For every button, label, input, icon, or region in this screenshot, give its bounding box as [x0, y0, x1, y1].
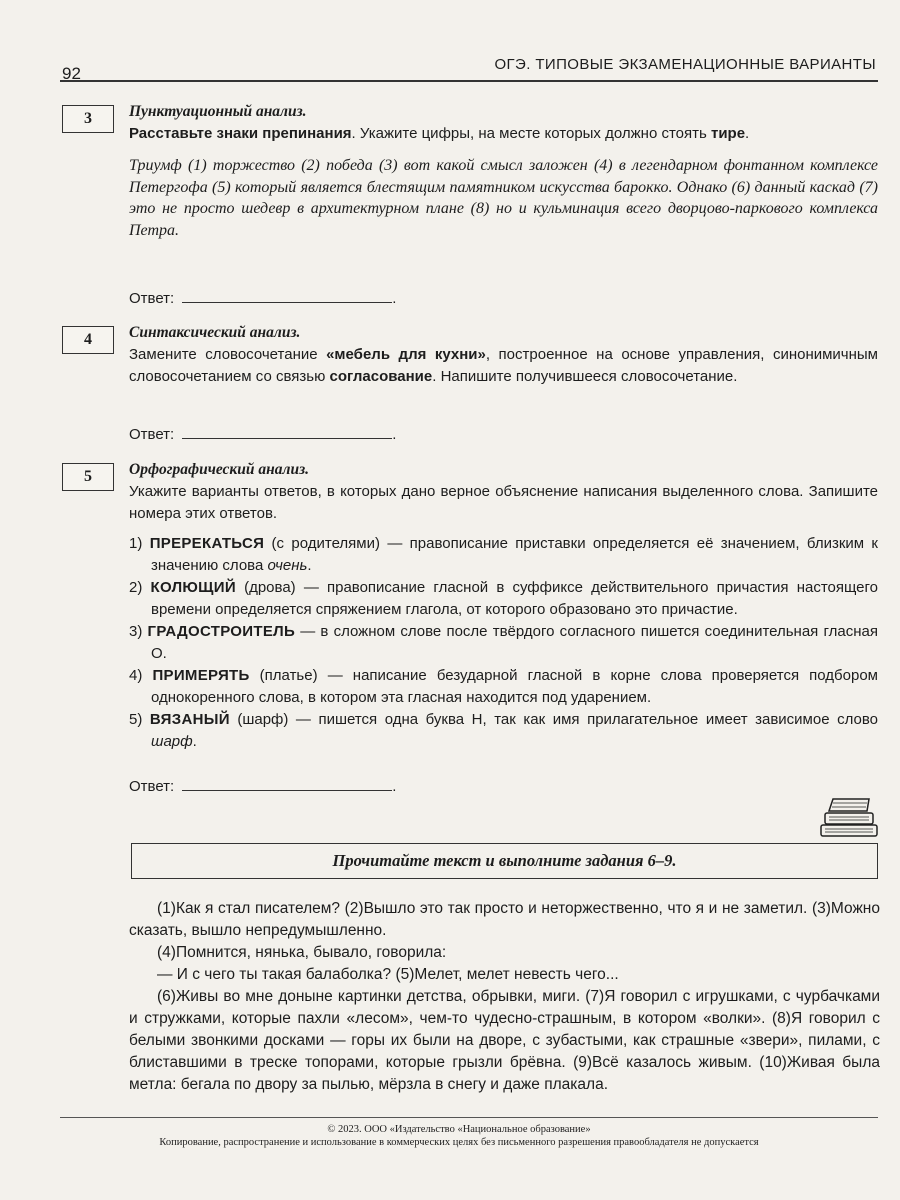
story-paragraph: — И с чего ты такая балаболка? (5)Мелет, мелет невесть чего... — [157, 966, 619, 983]
task-5-options — [129, 533, 878, 753]
task-number-4: 4 — [62, 326, 114, 354]
instr-phrase: «мебель для кухни» — [326, 346, 486, 363]
instr-bold-2: тире — [710, 125, 746, 142]
option-end: . — [307, 557, 312, 574]
option-text: (шарф) — пишется одна буква Н, так как имя прилагательное имеет зависимое слово — [229, 711, 879, 728]
story-paragraph: (1)Как я стал писателем? (2)Вышло это так просто и неторжественно, что я и не заметил. (3)Можно сказать, вышло непредумышленно. — [129, 900, 880, 939]
story-paragraph: (6)Живы во мне доныне картинки детства, обрывки, миги. (7)Я говорил с игрушками, с чурбачками и стружками, которые пахли «лесом», чем-то чудесно-страшным, в котором «волки». (8)Я говорил с белыми звонкими досками — горы их были на дворе, с зубастыми, как страшные «звери», пилами, с блиставшими в треске топорами, которые грызли брёвна. (9)Всё казалось живым. (10)Живая была метла: бегала по двору за пылью, мёрзла в снегу и даже плакала. — [129, 988, 880, 1093]
task-4 — [129, 322, 878, 388]
instr-bold: согласование — [329, 368, 433, 385]
instr-end: . — [745, 125, 750, 142]
answer-label: Ответ: — [129, 290, 175, 307]
option-end: . — [192, 733, 197, 750]
footer-divider — [60, 1117, 878, 1118]
task-4-title: Синтаксический анализ. — [129, 324, 301, 341]
option-item — [129, 533, 878, 577]
instr-text-3: . Напишите получившееся словосочетание. — [432, 368, 738, 385]
footer — [40, 1123, 878, 1149]
instr-text-2: , построенное на основе управления, синонимичным словосочетанием со связью — [129, 346, 878, 385]
option-word: ВЯЗАНЫЙ — [149, 711, 230, 728]
option-word: КОЛЮЩИЙ — [150, 579, 236, 596]
option-text: — в сложном слове после твёрдого согласного пишется соединительная гласная О. — [151, 623, 878, 662]
option-text: (дрова) — правописание гласной в суффиксе действительного причастия настоящего времени определяется спряжением глагола, от которого образовано это причастие. — [151, 579, 878, 618]
task-5-answer: Ответ: . — [129, 778, 397, 795]
task-5 — [129, 459, 878, 753]
option-word: ПРЕРЕКАТЬСЯ — [149, 535, 265, 552]
copyright-line: © 2023. ООО «Издательство «Национальное образование» — [327, 1124, 591, 1135]
option-italic: очень — [267, 557, 308, 574]
option-word: ГРАДОСТРОИТЕЛЬ — [147, 623, 296, 640]
option-number: 4) — [129, 667, 143, 684]
task-3-instruction — [129, 123, 878, 145]
copyright-notice: Копирование, распространение и использование в коммерческих целях без письменного разрешения правообладателя не допускается — [159, 1137, 759, 1148]
option-item — [129, 709, 878, 753]
option-italic: шарф — [151, 733, 193, 750]
instr-text: . Укажите цифры, на месте которых должно стоять — [351, 125, 711, 142]
task-5-title: Орфографический анализ. — [129, 461, 309, 478]
option-word: ПРИМЕРЯТЬ — [152, 667, 250, 684]
option-number: 2) — [129, 579, 143, 596]
instr-bold: Расставьте знаки препинания — [129, 125, 352, 142]
task-number-5: 5 — [62, 463, 114, 491]
answer-field[interactable] — [182, 288, 392, 303]
story-paragraph: (4)Помнится, нянька, бывало, говорила: — [157, 944, 447, 961]
task-3-answer: Ответ: . — [129, 290, 397, 307]
task-4-answer: Ответ: . — [129, 426, 397, 443]
task-4-instruction — [129, 344, 878, 388]
option-item — [129, 621, 878, 665]
running-title: ОГЭ. ТИПОВЫЕ ЭКЗАМЕНАЦИОННЫЕ ВАРИАНТЫ — [494, 56, 876, 73]
option-number: 5) — [129, 711, 143, 728]
instr-text: Замените словосочетание — [129, 346, 327, 363]
option-text: (с родителями) — правописание приставки определяется её значением, близким к значению слова — [151, 535, 878, 574]
read-text-banner: Прочитайте текст и выполните задания 6–9. — [131, 843, 878, 879]
answer-field[interactable] — [182, 776, 392, 791]
option-text: (платье) — написание безударной гласной в корне слова проверяется подбором однокоренного слова, в котором эта гласная находится под ударением. — [151, 667, 878, 706]
task-5-instruction: Укажите варианты ответов, в которых дано верное объяснение написания выделенного слова. Запишите номера этих ответов. — [129, 483, 878, 522]
option-number: 3) — [129, 623, 143, 640]
task-3-text: Триумф (1) торжество (2) победа (3) вот какой смысл заложен (4) в легендарном фонтанном комплексе Петергофа (5) который является блестящим памятником искусства барокко. Однако (6) данный каскад (7) это не просто шедевр в архитектурном плане (8) но и кульминация всего дворцово-паркового комплекса Петра. — [129, 157, 878, 239]
task-number-3: 3 — [62, 105, 114, 133]
header-divider — [60, 80, 878, 82]
books-stack-icon — [817, 795, 881, 844]
story-text — [129, 898, 880, 1096]
answer-label: Ответ: — [129, 778, 175, 795]
option-item — [129, 665, 878, 709]
task-3 — [129, 101, 878, 241]
option-item — [129, 577, 878, 621]
task-3-title: Пунктуационный анализ. — [129, 103, 307, 120]
answer-label: Ответ: — [129, 426, 175, 443]
answer-field[interactable] — [182, 424, 392, 439]
option-number: 1) — [129, 535, 143, 552]
page-number: 92 — [62, 64, 81, 83]
